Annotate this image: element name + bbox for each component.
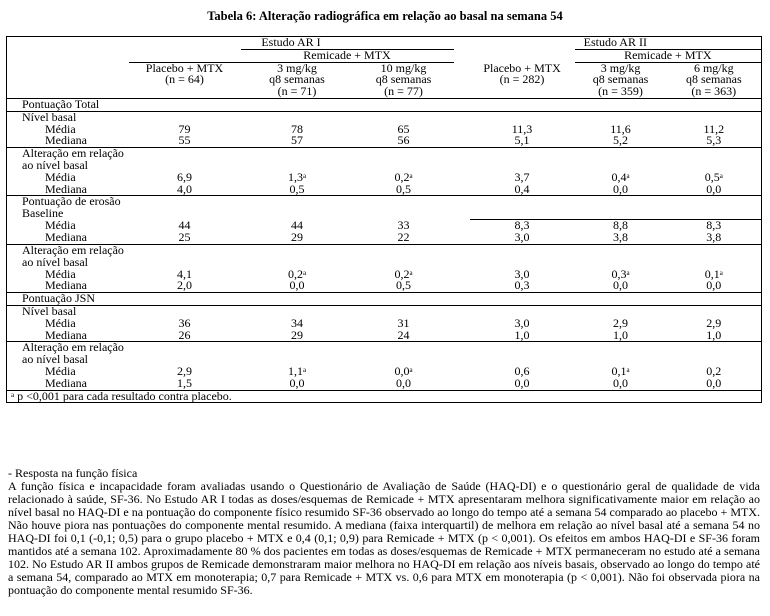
table-footnote: $^a$ p <0,001 para cada resultado contra placebo.	[7, 390, 762, 403]
remicade-header-1: Remicade + MTX	[241, 49, 454, 62]
physical-function-section	[8, 467, 760, 597]
col-s2-placebo-l2: (n = 282)	[499, 72, 545, 87]
study-2-header: Estudo AR II	[470, 37, 762, 50]
col-s2-3mg-l3: (n = 359)	[575, 86, 667, 98]
col-s1-10mg-l1: 10 mg/kg	[354, 62, 454, 74]
col-s1-3mg-l3: (n = 71)	[241, 86, 354, 98]
col-s2-3mg-l1: 3 mg/kg	[575, 62, 667, 74]
table-row: Média 44 44 33 8,3 8,8 8,3	[7, 220, 762, 232]
col-s1-10mg-l2: q8 semanas	[375, 72, 432, 87]
table-row: Mediana 2,0 0,0 0,5 0,3 0,0 0,0	[7, 280, 762, 292]
table-row: Mediana 25 29 22 3,0 3,8 3,8	[7, 232, 762, 244]
study-1-header: Estudo AR I	[129, 37, 454, 50]
col-s2-3mg-l2: q8 semanas	[592, 72, 649, 87]
section-total: Pontuação Total	[7, 98, 454, 111]
col-s1-placebo-l1: Placebo + MTX	[129, 62, 241, 74]
table-row: Média 6,9 1,3$^a$ 0,2$^a$ 3,7 0,4$^a$ 0,5$^a$	[7, 172, 762, 184]
table-row: Média 79 78 65 11,3 11,6 11,2	[7, 124, 762, 136]
col-s2-6mg-l3: (n = 363)	[667, 86, 762, 98]
table-row: Média 2,9 1,1$^a$ 0,0$^a$ 0,6 0,1$^a$ 0,2	[7, 366, 762, 378]
section-jsn: Pontuação JSN	[7, 293, 454, 306]
col-s1-3mg-l2: q8 semanas	[269, 72, 325, 87]
col-s2-6mg-l2: q8 semanas	[667, 74, 762, 86]
col-s1-10mg-l3: (n = 77)	[354, 86, 454, 98]
table-row: Média 36 34 31 3,0 2,9 2,9	[7, 318, 762, 330]
section-body: A função física e incapacidade foram avaliadas usando o Questionário de Avaliação de Saúde (HAQ-DI) e o questionário geral de qualidade de vida relacionado à saúde, SF-36. No Estudo AR I todas as doses/esquemas de Remicade + MTX apresentaram melhora significativamente maior em relação ao nível basal no HAQ-DI e na pontuação do componente físico resumido SF-36 observado ao longo do tempo até a semana 54 comparado ao placebo + MTX. Não houve piora nas pontuações do componente mental resumido. A mediana (faixa interquartil) de melhora em relação ao nível basal até a semana 54 no HAQ-DI foi 0,1 (-0,1; 0,5) para o grupo placebo + MTX e 0,4 (0,1; 0,9) para Remicade + MTX (p < 0,001). Os efeitos em ambos HAQ-DI e SF-36 foram mantidos até a semana 102. Aproximadamente 80 % dos pacientes em todas as doses/esquemas de Remicade + MTX permaneceram no estudo até a semana 102. No Estudo AR II ambos grupos de Remicade demonstraram maior melhora no HAQ-DI em relação aos níveis basais, observado ao longo do tempo até a semana 54, comparado ao MTX em monoterapia; 0,7 para Remicade + MTX vs. 0,6 para MTX em monoterapia (p < 0,001). Não foi observada piora na pontuação do componente mental resumido SF-36.	[8, 479, 760, 597]
table-title: Tabela 6: Alteração radiográfica em relação ao basal na semana 54	[207, 9, 563, 23]
table-row: Mediana 1,5 0,0 0,0 0,0 0,0 0,0	[7, 378, 762, 390]
col-s1-placebo-l2: (n = 64)	[165, 72, 204, 87]
table-row: Média 4,1 0,2$^a$ 0,2$^a$ 3,0 0,3$^a$ 0,1$^a$	[7, 269, 762, 281]
col-s2-placebo-l1: Placebo + MTX	[483, 60, 561, 75]
remicade-header-2: Remicade + MTX	[575, 49, 762, 62]
table-row: Mediana 4,0 0,5 0,5 0,4 0,0 0,0	[7, 184, 762, 196]
radiographic-change-table: Estudo AR I Estudo AR II Remicade + MTX Remicade + MTX Placebo + MTX 3 mg/kg 10 mg/kg Placebo + MTX 3 mg/kg 6 mg/kg (n = 64) q8 semanas q8 semanas (n = 282) q8 semanas q8 semanas (n = 71) (n = 77) (n = 359) (n = 363) Pontuação Total Nível basal Média 79 78 65 11,3 11,6 11,2 Mediana 55 57 56 5,1 5,2 5,3 Alteração em relação ao nível basal Média 6,9 1,3$^a$ 0,2$^a$ 3,7 0,4$^a$ 0,5$^a$ Mediana 4,0 0,5 0,5 0,4 0,0 0,0 Pontuação de erosão Baseline Média 44 44 33 8,3 8,8 8,3 Mediana 25 29 22 3,0 3,8 3,8 Alteração em relação ao nível basal Média 4,1 0,2$^a$ 0,2$^a$ 3,0 0,3$^a$ 0,1$^a$ Mediana 2,0 0,0 0,5 0,3 0,0 0,0 Pontuação JSN Nível basal Média 36 34 31 3,0 2,9 2,9 Mediana 26 29 24 1,0 1,0 1,0 Alteração em relação ao nível basal Média 2,9 1,1$^a$ 0,0$^a$ 0,6 0,1$^a$ 0,2 Mediana 1,5 0,0 0,0 0,0 0,0 0,0 $^a$ p <0,001 para cada resultado contra placebo.	[6, 36, 762, 403]
table-row: Mediana 55 57 56 5,1 5,2 5,3	[7, 135, 762, 147]
section-erosion: Pontuação de erosão	[7, 196, 454, 208]
section-heading: - Resposta na função física	[8, 466, 138, 480]
table-row: Mediana 26 29 24 1,0 1,0 1,0	[7, 330, 762, 342]
row-label: Nível basal	[7, 111, 129, 123]
col-s2-6mg-l1: 6 mg/kg	[667, 62, 762, 74]
col-s1-3mg-l1: 3 mg/kg	[241, 62, 354, 74]
